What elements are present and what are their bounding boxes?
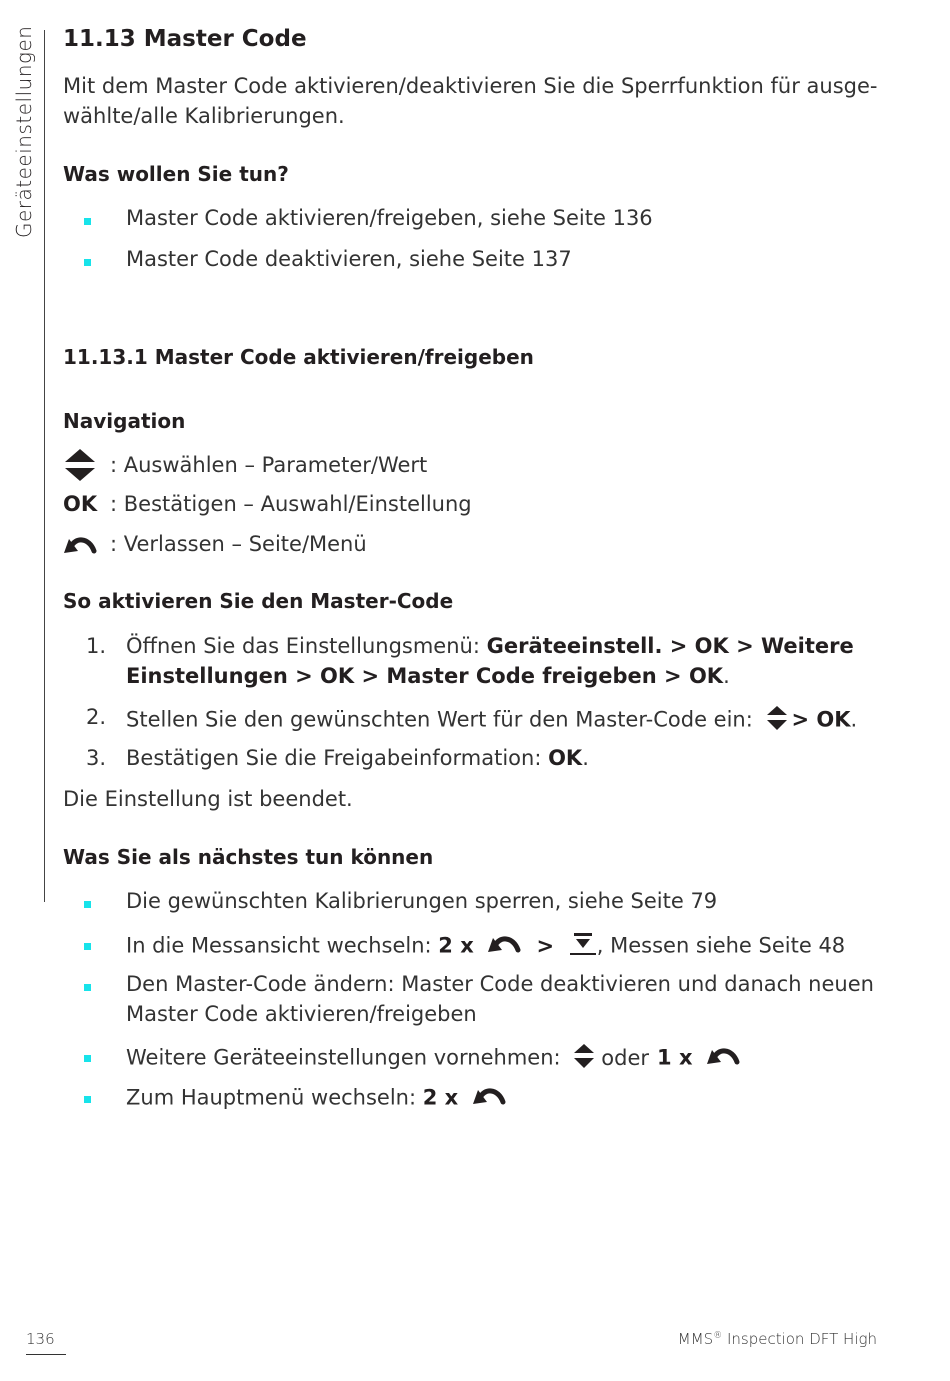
bullet-marker — [84, 259, 91, 266]
footer-rule — [26, 1354, 66, 1355]
next-item-1: Die gewünschten Kalibrierungen sperren, siehe Seite 79 — [126, 889, 718, 913]
up-down-arrows-icon — [760, 705, 792, 736]
what-item-1: Master Code aktivieren/freigeben, siehe Seite 136 — [126, 206, 653, 230]
section-heading: 11.13 Master Code — [63, 26, 307, 52]
back-arrow-icon — [63, 533, 97, 557]
steps-heading: So aktivieren Sie den Master-Code — [63, 589, 454, 613]
bullet-marker — [84, 901, 91, 908]
nav-exit-text: : Verlassen – Seite/Menü — [110, 532, 367, 556]
back-arrow-icon — [699, 1044, 743, 1073]
footer-brand: MMS — [677, 1330, 714, 1348]
navigation-heading: Navigation — [63, 409, 186, 433]
step-1-end: . — [723, 664, 730, 688]
back-arrow-icon — [465, 1084, 509, 1113]
intro-line-1: Mit dem Master Code aktivieren/deaktivieren Sie die Sperrfunktion für ausge- — [63, 74, 878, 98]
nav-select-text: : Auswählen – Parameter/Wert — [110, 453, 428, 477]
bullet-marker — [84, 218, 91, 225]
step-number: 3. — [86, 746, 107, 770]
next-item-4 — [126, 1043, 743, 1074]
sidebar-label-text: Geräteeinstellungen — [12, 25, 36, 238]
back-arrow-icon — [480, 932, 528, 961]
step-3-line — [126, 746, 589, 770]
measure-view-icon — [569, 931, 597, 962]
step-2-line — [126, 705, 857, 736]
next-2-sep: > — [536, 933, 555, 958]
next-2-plain: In die Messansicht wechseln: — [126, 933, 439, 958]
next-item-3-line-2: Master Code aktivieren/freigeben — [126, 1002, 477, 1026]
step-3-end: . — [582, 746, 589, 770]
next-2-count: 2 x — [438, 933, 474, 958]
next-4-mid: oder — [601, 1045, 650, 1070]
next-item-3-line-1: Den Master-Code ändern: Master Code deaktivieren und danach neuen — [126, 972, 874, 996]
up-down-arrows-icon — [567, 1043, 601, 1074]
bullet-marker — [84, 1096, 91, 1103]
next-4-plain: Weitere Geräteeinstellungen vornehmen: — [126, 1045, 561, 1070]
subsection-heading: 11.13.1 Master Code aktivieren/freigeben — [63, 345, 534, 369]
sidebar-chapter-label — [12, 25, 44, 245]
step-1-line-2 — [126, 664, 730, 688]
step-2-ok: > OK — [791, 707, 851, 732]
step-3-ok: OK — [548, 746, 583, 770]
step-1-plain: Öffnen Sie das Einstellungsmenü: — [126, 634, 487, 658]
bullet-marker — [84, 1055, 91, 1062]
next-5-plain: Zum Hauptmenü wechseln: — [126, 1085, 423, 1110]
ok-key-label: OK — [63, 492, 98, 516]
step-number: 2. — [86, 705, 107, 729]
step-1-line-1 — [126, 634, 854, 658]
page-number: 136 — [26, 1330, 55, 1348]
what-heading: Was wollen Sie tun? — [63, 162, 289, 186]
bullet-marker — [84, 984, 91, 991]
done-text: Die Einstellung ist beendet. — [63, 787, 353, 811]
next-item-5 — [126, 1084, 509, 1113]
next-4-count: 1 x — [657, 1045, 693, 1070]
step-2-end: . — [850, 707, 858, 732]
up-down-arrows-icon — [63, 447, 97, 483]
what-item-2: Master Code deaktivieren, siehe Seite 137 — [126, 247, 572, 271]
bullet-marker — [84, 943, 91, 950]
step-number: 1. — [86, 634, 107, 658]
next-2-end: , Messen siehe Seite 48 — [596, 933, 846, 958]
nav-confirm-text: : Bestätigen – Auswahl/Einstellung — [110, 492, 472, 516]
footer-title-rest: Inspection DFT High — [722, 1330, 877, 1348]
step-2-plain: Stellen Sie den gewünschten Wert für den Master-Code ein: — [126, 707, 753, 732]
registered-mark: ® — [713, 1331, 723, 1341]
footer-doc-title — [678, 1330, 877, 1348]
intro-line-2: wählte/alle Kalibrierungen. — [63, 104, 345, 128]
next-item-2 — [126, 931, 845, 962]
sidebar-divider — [44, 30, 45, 902]
step-3-plain: Bestätigen Sie die Freigabeinformation: — [126, 746, 549, 770]
next-heading: Was Sie als nächstes tun können — [63, 845, 434, 869]
next-5-count: 2 x — [422, 1085, 459, 1110]
step-1-path-b: Einstellungen > OK > Master Code freigeben > OK — [126, 664, 724, 688]
step-1-path-a: Geräteeinstell. > OK > Weitere — [486, 634, 854, 658]
